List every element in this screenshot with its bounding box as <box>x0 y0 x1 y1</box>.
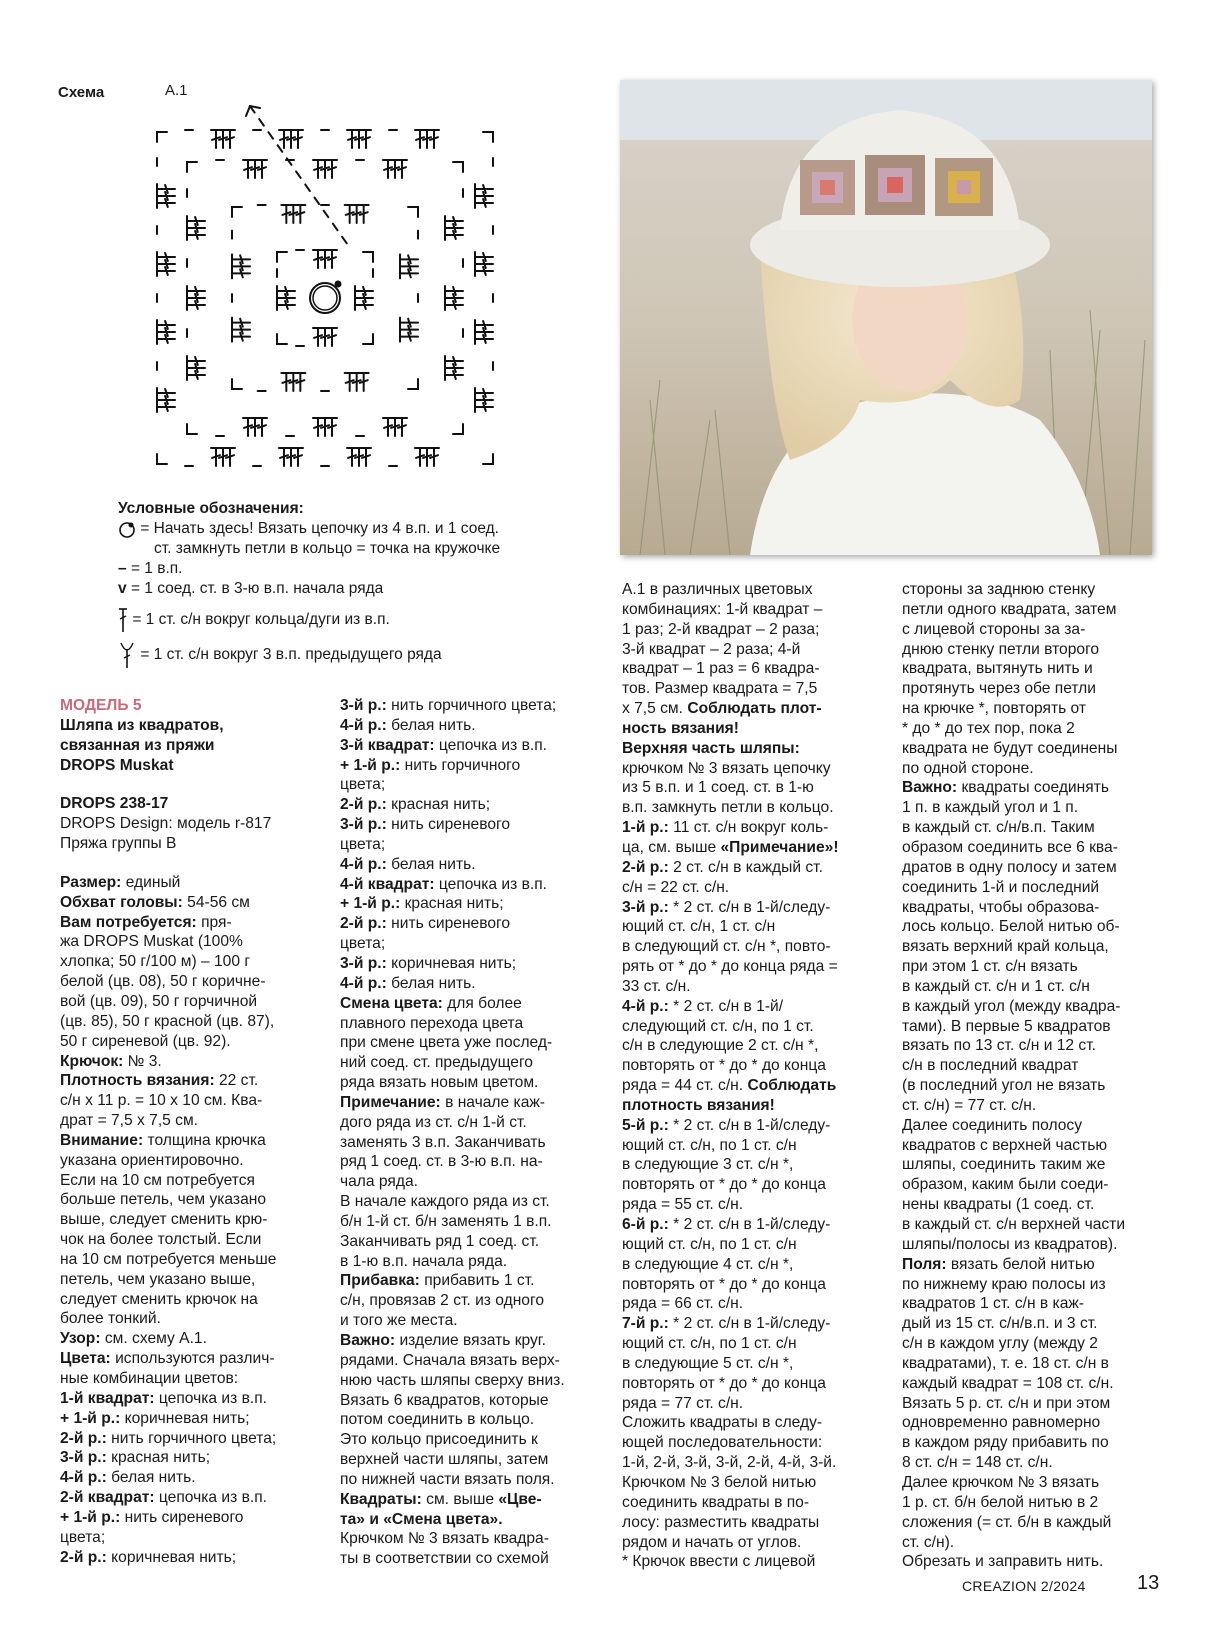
intro-line: ность вязания! <box>622 719 739 737</box>
inc-lines <box>340 1291 602 1331</box>
note-lines <box>340 1113 602 1272</box>
text-line: Это кольцо присоединить к <box>340 1431 538 1449</box>
corner-chain-mark <box>187 162 197 172</box>
attention-lines <box>60 1151 320 1330</box>
corner-chain-mark <box>157 454 167 464</box>
corner-chain-mark <box>483 132 493 142</box>
text-line: вязать по 13 ст. с/н и 12 ст. <box>902 1037 1096 1055</box>
text-line: Сложить квадраты в следу- <box>622 1414 823 1432</box>
text-line: с/н в последний квадрат <box>902 1057 1079 1075</box>
corner-chain-mark <box>363 252 373 262</box>
attention-line: Внимание: толщина крючка <box>60 1131 266 1149</box>
text-line: петли одного квадрата, затем <box>902 600 1117 618</box>
text-line: квадрат – 1 раз = 6 квадра- <box>622 660 820 678</box>
model-code: DROPS 238-17 <box>60 795 169 813</box>
model-title: МОДЕЛЬ 5 <box>60 697 142 714</box>
text-line: Далее крючком № 3 вязать <box>902 1473 1100 1491</box>
text-line: Крючком № 3 белой нитью <box>622 1473 817 1491</box>
sq2-row: цвета; <box>60 1528 106 1546</box>
legend-item-dc <box>118 607 578 633</box>
sq4-row: + 1-й р.: красная нить; <box>340 895 504 913</box>
text-line: ющий ст. с/н, 1 ст. с/н <box>622 918 776 936</box>
text-line: и того же места. <box>340 1312 458 1330</box>
imp-line: Важно: квадраты соединять <box>902 779 1109 797</box>
imp-line: Важно: изделие вязать круг. <box>340 1332 546 1349</box>
row-line: 4-й р.: белая нить. <box>340 716 476 734</box>
text-line: лосу: разместить квадраты <box>622 1513 820 1531</box>
text-line: протянуть через обе петли <box>902 680 1096 698</box>
text-line: повторять от * до * до конца <box>622 1176 826 1194</box>
text-line: повторять от * до * до конца <box>622 1374 826 1392</box>
pattern-line: Узор: см. схему А.1. <box>60 1330 207 1348</box>
corner-chain-mark <box>483 454 493 464</box>
slip-stitch-icon: v <box>118 580 127 598</box>
legend-title: Условные обозначения: <box>118 500 304 517</box>
text-line: белой (цв. 08), 50 г коричне- <box>60 973 266 991</box>
text-line: образом, каким были соеди- <box>902 1176 1109 1194</box>
squares-lines <box>340 1529 602 1569</box>
row-line: 4-й р.: * 2 ст. с/н в 1-й/ <box>622 997 784 1015</box>
text-line: 1-й, 2-й, 3-й, 3-й, 2-й, 4-й, 3-й. <box>622 1454 837 1472</box>
double-crochet-icon <box>118 607 128 633</box>
row-lines <box>622 1334 884 1572</box>
text-line: рядом и начать от углов. <box>622 1533 802 1551</box>
text-line: крючком № 3 вязать цепочку <box>622 759 831 777</box>
title-line: DROPS Muskat <box>60 756 174 774</box>
sq2-row: 2-й р.: коричневая нить; <box>60 1548 237 1566</box>
change-lines <box>340 1014 602 1093</box>
title-line: связанная из пряжи <box>60 736 215 754</box>
chart-label: A.1 <box>165 82 188 99</box>
row-line: 5-й р.: * 2 ст. с/н в 1-й/следу- <box>622 1116 831 1134</box>
row-lines <box>622 1235 884 1314</box>
sq3-row: + 1-й р.: нить горчичного <box>340 756 521 774</box>
text-line: квадратами), т. е. 18 ст. с/н в <box>902 1354 1109 1372</box>
row-lines <box>622 878 884 898</box>
text-line: повторять от * до * до конца <box>622 1275 826 1293</box>
text-line: по нижней части вязать поля. <box>340 1470 555 1488</box>
text-line: заменять 3 в.п. Заканчивать <box>340 1133 546 1151</box>
sq2-line: 2-й квадрат: цепочка из в.п. <box>60 1489 267 1507</box>
text-line: хлопка; 50 г/100 м) – 100 г <box>60 953 251 971</box>
start-diagonal-mark <box>250 106 350 248</box>
text-line: ющий ст. с/н, по 1 ст. с/н <box>622 1335 797 1353</box>
corner-chain-mark <box>187 424 197 434</box>
sq3-row: 2-й р.: красная нить; <box>340 796 491 814</box>
imp-lines <box>340 1351 602 1490</box>
sq3-row: цвета; <box>340 835 386 853</box>
magazine-footer: CREAZION 2/2024 <box>962 1578 1086 1594</box>
sq4-row: 2-й р.: нить сиреневого <box>340 915 511 933</box>
text-line: вязать верхний край кольца, <box>902 938 1109 956</box>
text-line: (цв. 85), 50 г красной (цв. 87), <box>60 1012 275 1030</box>
text-line: в каждый ст. с/н/в.п. Таким <box>902 819 1095 837</box>
text-line: нюю часть шляпы сверху вниз. <box>340 1371 565 1389</box>
legend-item-chain <box>118 559 578 579</box>
text-line: верхней части шляпы, затем <box>340 1451 549 1469</box>
text-line: следующий ст. с/н, по 1 ст. <box>622 1017 814 1035</box>
text-line: соединить квадраты в по- <box>622 1493 810 1511</box>
sq3-row: 4-й р.: белая нить. <box>340 855 476 873</box>
text-line: с/н в каждом углу (между 2 <box>902 1335 1098 1353</box>
inc-line: Прибавка: прибавить 1 ст. <box>340 1272 535 1290</box>
text-line: комбинациях: 1-й квадрат – <box>622 600 823 618</box>
sq1-row: + 1-й р.: коричневая нить; <box>60 1409 250 1427</box>
text-column-2 <box>340 696 602 1569</box>
text-line: шляпы/полосы из квадратов). <box>902 1235 1118 1253</box>
text-line: более тонкий. <box>60 1310 161 1328</box>
start-dot-mark <box>335 281 342 288</box>
text-line: повторять от * до * до конца <box>622 1057 826 1075</box>
center-ring-mark <box>313 286 337 310</box>
text-line: Вязать 5 р. ст. с/н и при этом <box>902 1394 1111 1412</box>
text-line: больше петель, чем указано <box>60 1191 267 1209</box>
yarn-group: Пряжа группы B <box>60 835 177 853</box>
text-line: ные комбинации цветов: <box>60 1370 239 1387</box>
text-line: по одной стороне. <box>902 759 1034 777</box>
text-line: ряда вязать новым цветом. <box>340 1074 539 1092</box>
colors-line: Цвета: используются различ- <box>60 1350 275 1368</box>
corner-chain-mark <box>453 162 463 172</box>
text-line: шляпы, соединить таким же <box>902 1156 1106 1174</box>
chain-stitch-icon: – <box>118 560 127 577</box>
text-line: 1 раз; 2-й квадрат – 2 раза; <box>622 620 820 638</box>
sq1-row: 4-й р.: белая нить. <box>60 1469 196 1487</box>
sq2-row: + 1-й р.: нить сиреневого <box>60 1508 244 1526</box>
text-line: квадратов 1 ст. с/н в каж- <box>902 1295 1084 1313</box>
text-line: В начале каждого ряда из ст. <box>340 1193 550 1211</box>
text-line: петель, чем указано выше, <box>60 1270 256 1288</box>
row-line: 3-й р.: * 2 ст. с/н в 1-й/следу- <box>622 898 831 916</box>
squares-line: та» и «Смена цвета». <box>340 1510 503 1528</box>
text-line: Обрезать и заправить нить. <box>902 1553 1104 1571</box>
legend-text: = 1 в.п. <box>130 560 183 578</box>
squares-line: Квадраты: см. выше «Цве- <box>340 1490 542 1508</box>
legend-item-dc-around <box>118 641 578 669</box>
imp-lines <box>902 798 1164 1254</box>
row-line: 2-й р.: 2 ст. с/н в каждый ст. <box>622 858 823 876</box>
center-ring-mark <box>310 283 340 313</box>
sq1-row: 2-й р.: нить горчичного цвета; <box>60 1429 277 1447</box>
top-lines <box>622 759 884 819</box>
design-line: DROPS Design: модель r-817 <box>60 815 272 833</box>
row-lines <box>622 1136 884 1215</box>
sq4-row: 4-й р.: белая нить. <box>340 974 476 992</box>
sq1-line: 1-й квадрат: цепочка из в.п. <box>60 1389 267 1407</box>
legend-text: = 1 ст. с/н вокруг 3 в.п. предыдущего ряда <box>140 646 442 664</box>
text-line: с/н в следующие 2 ст. с/н *, <box>622 1037 819 1055</box>
text-line: 50 г сиреневой (цв. 92). <box>60 1032 231 1050</box>
text-line: квадрата не будут соединены <box>902 739 1118 757</box>
top-heading: Верхняя часть шляпы: <box>622 739 800 757</box>
text-line: рядами. Сначала вязать верх- <box>340 1351 560 1369</box>
text-line: тов. Размер квадрата = 7,5 <box>622 680 818 698</box>
text-column-1 <box>60 696 320 1567</box>
text-line: 1 п. в каждый угол и 1 п. <box>902 799 1079 817</box>
text-line: в следующие 3 ст. с/н *, <box>622 1156 794 1174</box>
sq3-row: цвета; <box>340 776 386 794</box>
text-line: при смене цвета уже послед- <box>340 1034 553 1052</box>
density-line: Плотность вязания: 22 ст. <box>60 1072 259 1090</box>
head-line: Обхват головы: 54-56 см <box>60 893 250 911</box>
title-line: Шляпа из квадратов, <box>60 716 224 734</box>
text-line: ст. с/н). <box>902 1533 955 1551</box>
text-line: Если на 10 см потребуется <box>60 1171 255 1189</box>
corner-chain-mark <box>232 207 242 217</box>
photo-illustration <box>620 80 1152 555</box>
intro-lines <box>622 580 884 699</box>
note-line: Примечание: в начале каж- <box>340 1093 546 1111</box>
need-line: Вам потребуется: пря- <box>60 913 232 931</box>
text-column-4 <box>902 580 1164 1572</box>
text-line: Вязать 6 квадратов, которые <box>340 1391 549 1409</box>
text-line: 1 р. ст. б/н белой нитью в 2 <box>902 1493 1099 1511</box>
row-line: ряда = 44 ст. с/н. Соблюдать <box>622 1077 837 1095</box>
text-line: указана ориентировочно. <box>60 1151 244 1169</box>
legend <box>118 499 578 669</box>
hook-line: Крючок: № 3. <box>60 1052 162 1070</box>
text-line: ряд 1 соед. ст. в 3-ю в.п. на- <box>340 1153 543 1171</box>
corner-chain-mark <box>408 207 418 217</box>
text-line: в следующие 4 ст. с/н *, <box>622 1255 794 1273</box>
density-lines <box>60 1091 320 1131</box>
row-line: плотность вязания! <box>622 1096 775 1114</box>
text-line: A.1 в различных цветовых <box>622 581 813 598</box>
text-line: выше, следует сменить крю- <box>60 1211 268 1229</box>
legend-text: ст. замкнуть петли в кольцо = точка на кружочке <box>154 540 501 557</box>
text-line: в каждый ст. с/н верхней части <box>902 1216 1126 1233</box>
text-line: дый из 15 ст. с/н/в.п. и 3 ст. <box>902 1315 1098 1333</box>
row-lines <box>622 1017 884 1077</box>
crochet-chart-a1 <box>150 98 530 498</box>
sq4-row: цвета; <box>340 935 386 953</box>
dc-around-chain-icon <box>118 641 136 669</box>
text-line: 33 ст. с/н. <box>622 977 691 995</box>
text-line: 3-й квадрат – 2 раза; 4-й <box>622 640 801 658</box>
change-line: Смена цвета: для более <box>340 994 522 1012</box>
colors-lines <box>60 1369 320 1389</box>
text-line: плавного перехода цвета <box>340 1014 524 1032</box>
intro-line: х 7,5 см. Соблюдать плот- <box>622 700 822 718</box>
need-lines <box>60 932 320 1051</box>
text-line: при этом 1 ст. с/н вязать <box>902 958 1078 976</box>
text-line: Крючком № 3 вязать квадра- <box>340 1530 549 1548</box>
text-line: каждый квадрат = 108 ст. с/н. <box>902 1374 1114 1392</box>
row-line: 7-й р.: * 2 ст. с/н в 1-й/следу- <box>622 1315 831 1333</box>
text-line: ющий ст. с/н, по 1 ст. с/н <box>622 1136 797 1154</box>
text-line: на крючке *, повторять от <box>902 700 1087 718</box>
text-line: квадраты, чтобы образова- <box>902 898 1100 916</box>
text-line: из 5 в.п. и 1 соед. ст. в 1-ю <box>622 779 814 797</box>
text-line: ний соед. ст. предыдущего <box>340 1054 533 1072</box>
text-column-3 <box>622 580 884 1572</box>
text-line: в каждый ст. с/н и 1 ст. с/н <box>902 977 1090 995</box>
text-line: (в последний угол не вязать <box>902 1077 1106 1095</box>
corner-chain-mark <box>157 132 167 142</box>
text-line: квадрата, вытянуть нить и <box>902 660 1093 678</box>
text-line: жа DROPS Muskat (100% <box>60 933 243 951</box>
text-line: ющий ст. с/н, по 1 ст. с/н <box>622 1235 797 1253</box>
legend-text: = Начать здесь! Вязать цепочку из 4 в.п. и 1 соед. <box>140 520 499 537</box>
schema-label: Схема <box>58 84 105 101</box>
text-line: соединить 1-й и последний <box>902 878 1100 896</box>
corner-chain-mark <box>408 379 418 389</box>
text-line: стороны за заднюю стенку <box>902 581 1096 598</box>
row-lines <box>622 917 884 996</box>
text-line: нены квадраты (1 соед. ст. <box>902 1196 1095 1214</box>
row-line: 1-й р.: 11 ст. с/н вокруг коль- <box>622 819 829 837</box>
text-line: Далее соединить полосу <box>902 1116 1083 1134</box>
text-line: 8 ст. с/н = 148 ст. с/н. <box>902 1454 1053 1472</box>
text-line: вой (цв. 09), 50 г горчичной <box>60 992 258 1010</box>
text-line: квадратов с верхней частью <box>902 1136 1108 1154</box>
legend-text: = 1 ст. с/н вокруг кольца/дуги из в.п. <box>132 611 390 629</box>
sq4-line: 4-й квадрат: цепочка из в.п. <box>340 875 547 893</box>
row-line: ца, см. выше «Примечание»! <box>622 838 839 856</box>
ring-start-icon <box>118 520 136 538</box>
text-line: * Крючок ввести с лицевой <box>622 1553 816 1571</box>
brim-line: Поля: вязать белой нитью <box>902 1255 1095 1273</box>
text-line: дого ряда из ст. с/н 1-й ст. <box>340 1113 527 1131</box>
text-line: дратов в одну полосу и затем <box>902 858 1117 876</box>
text-line: в каждый угол (между квадра- <box>902 997 1121 1015</box>
text-line: драт = 7,5 х 7,5 см. <box>60 1112 199 1130</box>
text-line: днюю стенку петли второго <box>902 640 1100 658</box>
page-number: 13 <box>1137 1572 1160 1594</box>
brim-lines <box>902 1275 1164 1573</box>
text-line: ряда = 77 ст. с/н. <box>622 1394 744 1412</box>
text-line: потом соединить в кольцо. <box>340 1411 535 1429</box>
text-line: чала ряда. <box>340 1173 418 1191</box>
size-line: Размер: единый <box>60 873 181 891</box>
sq3-row: 3-й р.: нить сиреневого <box>340 816 511 834</box>
text-line: лось кольцо. Белой нитью об- <box>902 918 1120 936</box>
legend-item-slip <box>118 579 578 599</box>
row-line: 3-й р.: нить горчичного цвета; <box>340 697 557 714</box>
corner-chain-mark <box>453 424 463 434</box>
sq3-line: 3-й квадрат: цепочка из в.п. <box>340 736 547 754</box>
text-line: в следующий ст. с/н *, повто- <box>622 938 831 956</box>
text-line: с/н, провязав 2 ст. из одного <box>340 1292 544 1310</box>
text-line: ряда = 66 ст. с/н. <box>622 1295 744 1313</box>
text-line: ющей последовательности: <box>622 1434 823 1452</box>
corner-chain-mark <box>277 252 287 262</box>
join-lines <box>902 580 1164 778</box>
text-line: ст. с/н) = 77 ст. с/н. <box>902 1096 1037 1114</box>
row-line: 6-й р.: * 2 ст. с/н в 1-й/следу- <box>622 1216 831 1233</box>
text-line: на 10 см потребуется меньше <box>60 1250 277 1268</box>
text-line: с лицевой стороны за за- <box>902 620 1086 638</box>
corner-chain-mark <box>363 334 373 344</box>
sq1-row: 3-й р.: красная нить; <box>60 1449 211 1467</box>
text-line: сложения (= ст. б/н в каждый <box>902 1513 1112 1531</box>
text-line: одновременно равномерно <box>902 1414 1101 1432</box>
text-line: следует сменить крючок на <box>60 1290 258 1308</box>
text-line: б/н 1-й ст. б/н заменять 1 в.п. <box>340 1212 552 1230</box>
text-line: с/н = 22 ст. с/н. <box>622 878 730 896</box>
text-line: в.п. замкнуть петли в кольцо. <box>622 799 834 817</box>
text-line: тами). В первые 5 квадратов <box>902 1017 1111 1035</box>
corner-chain-mark <box>277 334 287 344</box>
legend-text: = 1 соед. ст. в 3-ю в.п. начала ряда <box>130 580 384 598</box>
text-line: с/н х 11 р. = 10 х 10 см. Ква- <box>60 1092 263 1110</box>
text-line: в каждом ряду прибавить по <box>902 1434 1109 1452</box>
text-line: ты в соответствии со схемой <box>340 1550 549 1568</box>
text-line: чок на более толстый. Если <box>60 1231 262 1249</box>
text-line: рять от * до * до конца ряда = <box>622 958 838 976</box>
sq4-row: 3-й р.: коричневая нить; <box>340 954 517 972</box>
text-line: в 1-ю в.п. начала ряда. <box>340 1252 508 1270</box>
text-line: образом соединить все 6 ква- <box>902 838 1118 856</box>
text-line: в следующие 5 ст. с/н *, <box>622 1354 794 1372</box>
hat-photo <box>620 80 1152 555</box>
text-line: * до * до тех пор, пока 2 <box>902 719 1075 737</box>
corner-chain-mark <box>232 379 242 389</box>
legend-item-start <box>118 519 578 559</box>
text-line: ряда = 55 ст. с/н. <box>622 1196 744 1214</box>
text-line: Заканчивать ряд 1 соед. ст. <box>340 1232 540 1250</box>
text-line: по нижнему краю полосы из <box>902 1275 1106 1293</box>
